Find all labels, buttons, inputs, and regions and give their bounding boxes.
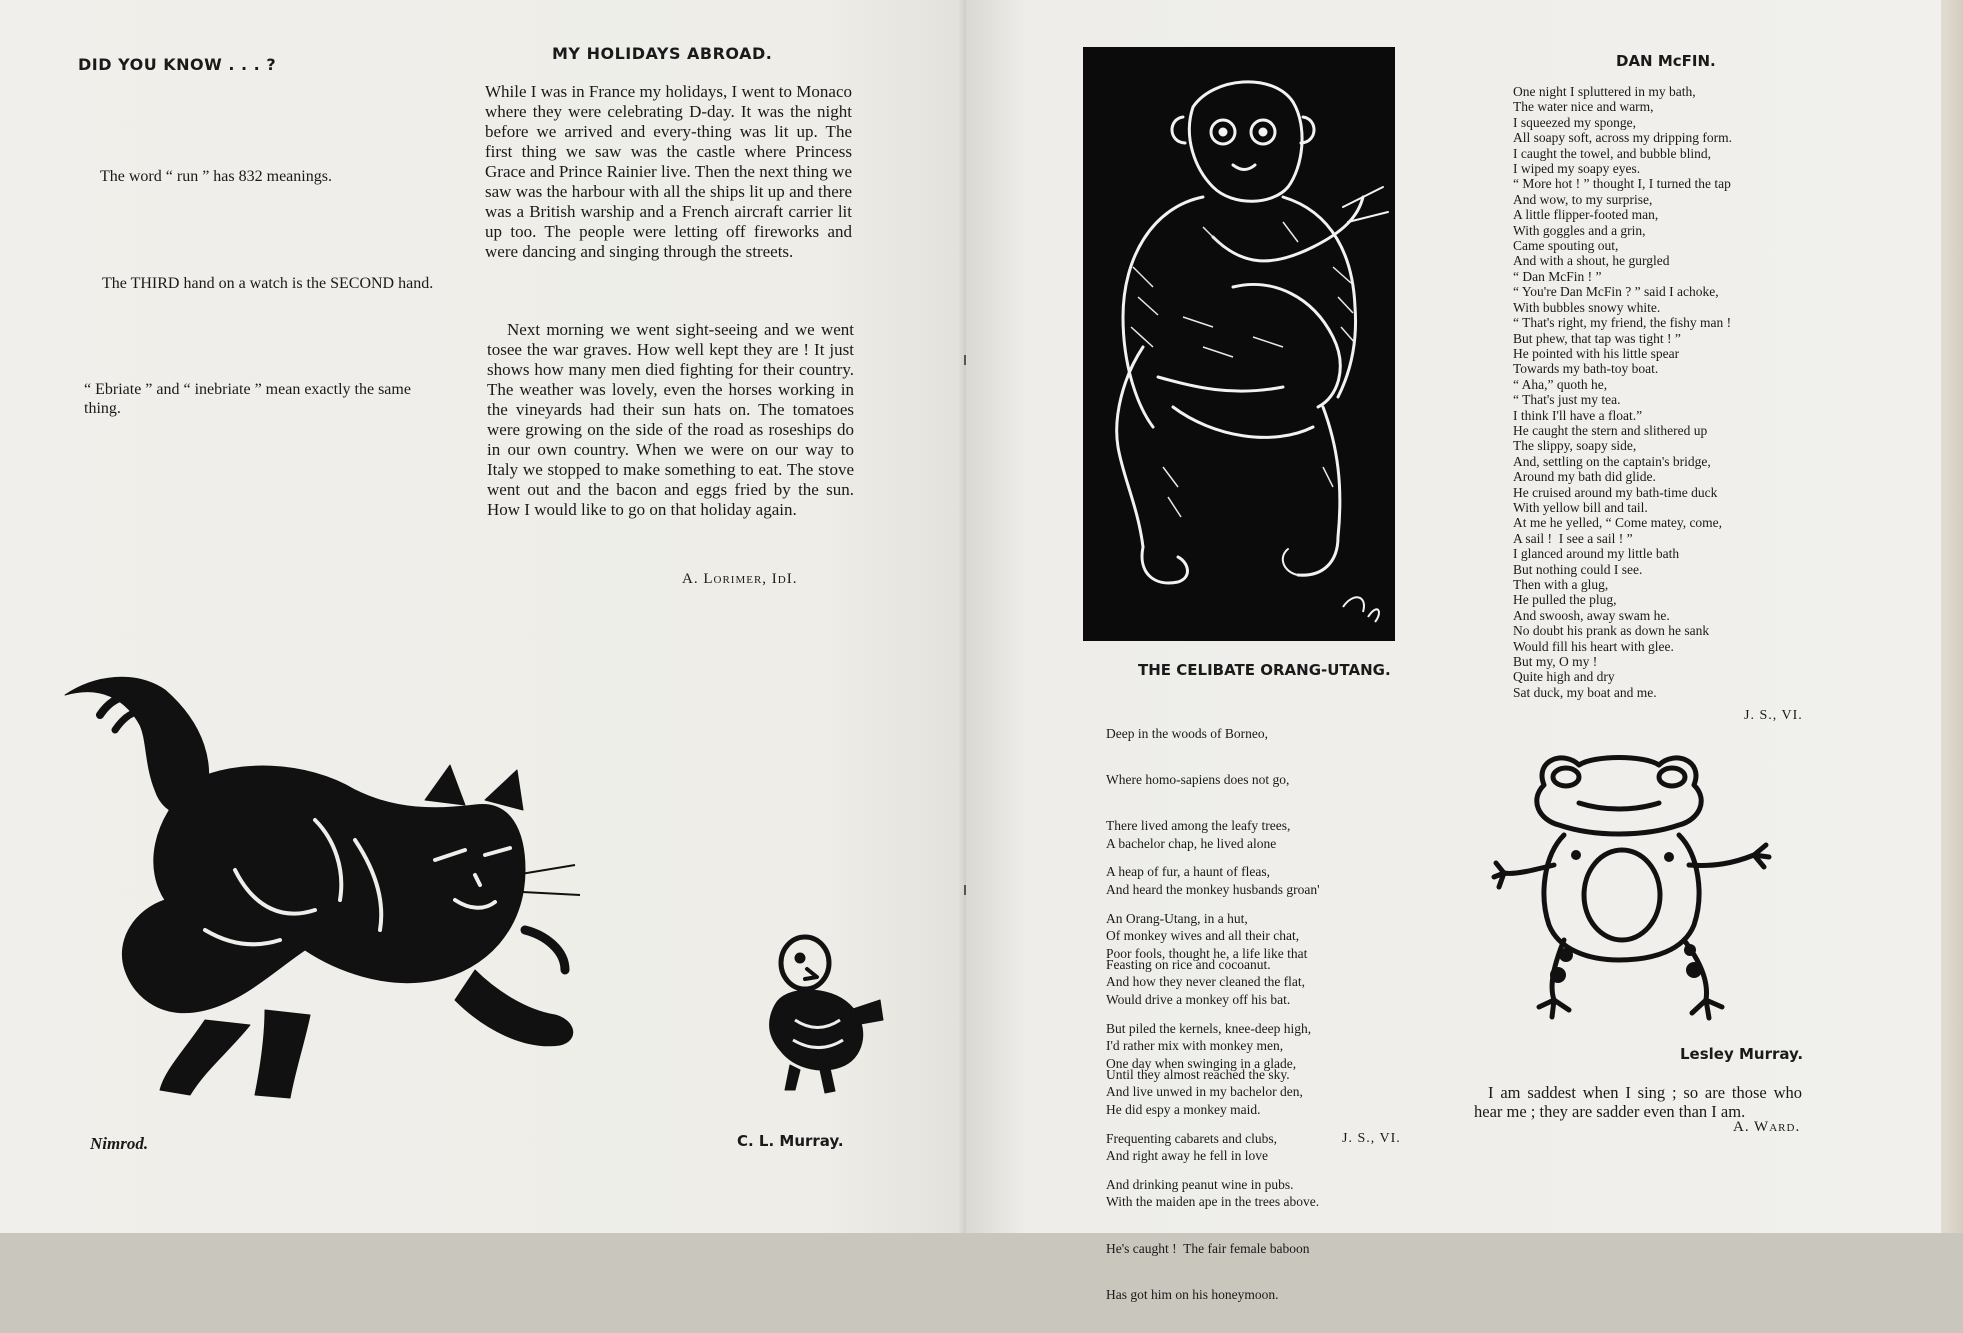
frog-caption: Lesley Murray.: [1680, 1045, 1804, 1063]
dan-mcfin-author: J. S., VI.: [1744, 708, 1803, 723]
poem-line: Quite high and dry: [1513, 669, 1615, 685]
poem-line: I squeezed my sponge,: [1513, 114, 1636, 130]
poem-line: He cruised around my bath-time duck: [1513, 484, 1718, 500]
fact-ebriate: “ Ebriate ” and “ inebriate ” mean exactly the same thing.: [84, 381, 411, 417]
poem-line: Then with a glug,: [1513, 577, 1609, 592]
poem-line: At me he yelled, “ Come matey, come,: [1513, 515, 1723, 531]
poem-line: And right away he fell in love: [1106, 1148, 1268, 1164]
poem-line: He pointed with his little spear: [1513, 345, 1680, 361]
poem-line: I wiped my soapy eyes.: [1513, 161, 1641, 177]
poem-line: Feasting on rice and cocoanut.: [1106, 956, 1271, 972]
bird-caption: C. L. Murray.: [737, 1132, 844, 1150]
orang-utang-stanza-4: [1106, 1025, 1319, 1333]
poem-line: And heard the monkey husbands groan': [1106, 882, 1320, 898]
poem-line: I think I'll have a float.”: [1513, 407, 1643, 423]
poem-line: Would fill his heart with glee.: [1513, 638, 1674, 654]
poem-line: One day when swinging in a glade,: [1106, 1055, 1297, 1071]
orang-utang-author: J. S., VI.: [1342, 1131, 1401, 1146]
poem-line: “ That's right, my friend, the fishy man !: [1513, 315, 1732, 331]
ward-quote: I am saddest when I sing ; so are those who hear me ; they are sadder even than I am.: [1474, 1083, 1802, 1121]
poem-line: I glanced around my little bath: [1513, 546, 1680, 562]
poem-line: “ Dan McFin ! ”: [1513, 268, 1602, 284]
poem-line: A little flipper-footed man,: [1513, 207, 1659, 223]
holidays-paragraph-2: Next morning we went sight-seeing and we went tosee the war graves. How well kept they are ! It just shows how many men died fighting for their country. The weather was lovely, even the horses working in the vineyards had their sun hats on. The tomatoes were growing on the side of the road as roseships do in our own country. When we were on our way to Italy we stopped to make something to eat. The stove went out and the bacon and eggs fried by the sun. How I would like to go on that holiday again.: [487, 320, 854, 519]
poem-line: “ You're Dan McFin ? ” said I achoke,: [1513, 284, 1719, 300]
poem-line: Around my bath did glide.: [1513, 469, 1656, 485]
poem-line: And wow, to my surprise,: [1513, 191, 1653, 207]
poem-line: He did espy a monkey maid.: [1106, 1102, 1261, 1118]
orang-utang-title: THE CELIBATE ORANG-UTANG.: [1138, 661, 1391, 679]
holidays-title: MY HOLIDAYS ABROAD.: [552, 44, 773, 63]
cat-illustration: [55, 670, 615, 1110]
fact-run: The word “ run ” has 832 meanings.: [100, 168, 332, 185]
poem-line: And live unwed in my bachelor den,: [1106, 1084, 1303, 1100]
poem-line: But my, O my !: [1513, 654, 1598, 670]
poem-line: “ That's just my tea.: [1513, 392, 1621, 408]
did-you-know-heading: DID YOU KNOW . . . ?: [78, 55, 277, 74]
dan-mcfin-title: DAN McFIN.: [1616, 52, 1716, 70]
poem-line: “ Aha,” quoth he,: [1513, 376, 1608, 392]
holidays-author: A. Lorimer, IdI.: [682, 571, 798, 587]
poem-line: But phew, that tap was tight ! ”: [1513, 330, 1681, 346]
poem-line: A sail ! I see a sail ! ”: [1513, 530, 1633, 546]
cat-caption: Nimrod.: [90, 1134, 149, 1153]
poem-line: There lived among the leafy trees,: [1106, 818, 1291, 834]
dan-mcfin-poem: [1513, 84, 1732, 700]
holidays-paragraph-1: While I was in France my holidays, I went to Monaco where they were celebrating D-day. It was the night before we arrived and every-thing was lit up. The first thing we saw was the castle where Princess Grace and Prince Rainier live. Then the next thing we saw was the harbour with all the ships lit up and there was a British warship and a French aircraft carrier lit up too. The people were letting off fireworks and were dancing and singing through the streets.: [485, 82, 852, 261]
fact-watch: The THIRD hand on a watch is the SECOND hand.: [102, 275, 434, 292]
poem-line: And with a shout, he gurgled: [1513, 253, 1670, 269]
poem-line: Sat duck, my boat and me.: [1513, 684, 1657, 700]
poem-line: He caught the stern and slithered up: [1513, 422, 1708, 438]
bird-illustration: [755, 925, 890, 1095]
left-page: [0, 0, 966, 1233]
poem-line: And how they never cleaned the flat,: [1106, 974, 1306, 990]
right-page: [966, 0, 1963, 1302]
poem-line: With bubbles snowy white.: [1513, 299, 1661, 315]
poem-line: Deep in the woods of Borneo,: [1106, 725, 1268, 741]
poem-line: Towards my bath-toy boat.: [1513, 361, 1659, 377]
poem-line: Has got him on his honeymoon.: [1106, 1286, 1279, 1302]
poem-line: One night I spluttered in my bath,: [1513, 84, 1696, 99]
poem-line: The slippy, soapy side,: [1513, 438, 1637, 454]
poem-line: Frequenting cabarets and clubs,: [1106, 1130, 1277, 1146]
poem-line: He pulled the plug,: [1513, 592, 1617, 608]
poem-line: With the maiden ape in the trees above.: [1106, 1194, 1320, 1210]
orang-utang-illustration: [1083, 47, 1395, 641]
poem-line: And, settling on the captain's bridge,: [1513, 453, 1711, 469]
poem-line: He's caught ! The fair female baboon: [1106, 1240, 1310, 1256]
poem-line: “ More hot ! ” thought I, I turned the tap: [1513, 176, 1731, 192]
poem-line: Would drive a monkey off his bat.: [1106, 992, 1291, 1008]
poem-line: Where homo-sapiens does not go,: [1106, 772, 1290, 788]
poem-line: Until they almost reached the sky.: [1106, 1066, 1290, 1082]
poem-line: With yellow bill and tail.: [1513, 499, 1648, 515]
poem-line: A bachelor chap, he lived alone: [1106, 835, 1277, 851]
frog-illustration: [1494, 745, 1794, 1035]
poem-line: A heap of fur, a haunt of fleas,: [1106, 864, 1271, 880]
poem-line: The water nice and warm,: [1513, 99, 1654, 115]
poem-line: I caught the towel, and bubble blind,: [1513, 145, 1711, 161]
poem-line: No doubt his prank as down he sank: [1513, 623, 1710, 639]
poem-line: But piled the kernels, knee-deep high,: [1106, 1020, 1312, 1036]
ward-quote-author: A. Ward.: [1733, 1119, 1801, 1135]
poem-line: An Orang-Utang, in a hut,: [1106, 910, 1248, 926]
poem-line: And swoosh, away swam he.: [1513, 607, 1670, 623]
poem-line: Poor fools, thought he, a life like that: [1106, 945, 1308, 961]
poem-line: But nothing could I see.: [1513, 561, 1643, 577]
poem-line: Of monkey wives and all their chat,: [1106, 928, 1300, 944]
poem-line: And drinking peanut wine in pubs.: [1106, 1176, 1294, 1192]
page-edge: [1941, 0, 1963, 1233]
poem-line: All soapy soft, across my dripping form.: [1513, 130, 1732, 146]
poem-line: With goggles and a grin,: [1513, 222, 1646, 238]
poem-line: I'd rather mix with monkey men,: [1106, 1038, 1284, 1054]
poem-line: Came spouting out,: [1513, 238, 1619, 254]
